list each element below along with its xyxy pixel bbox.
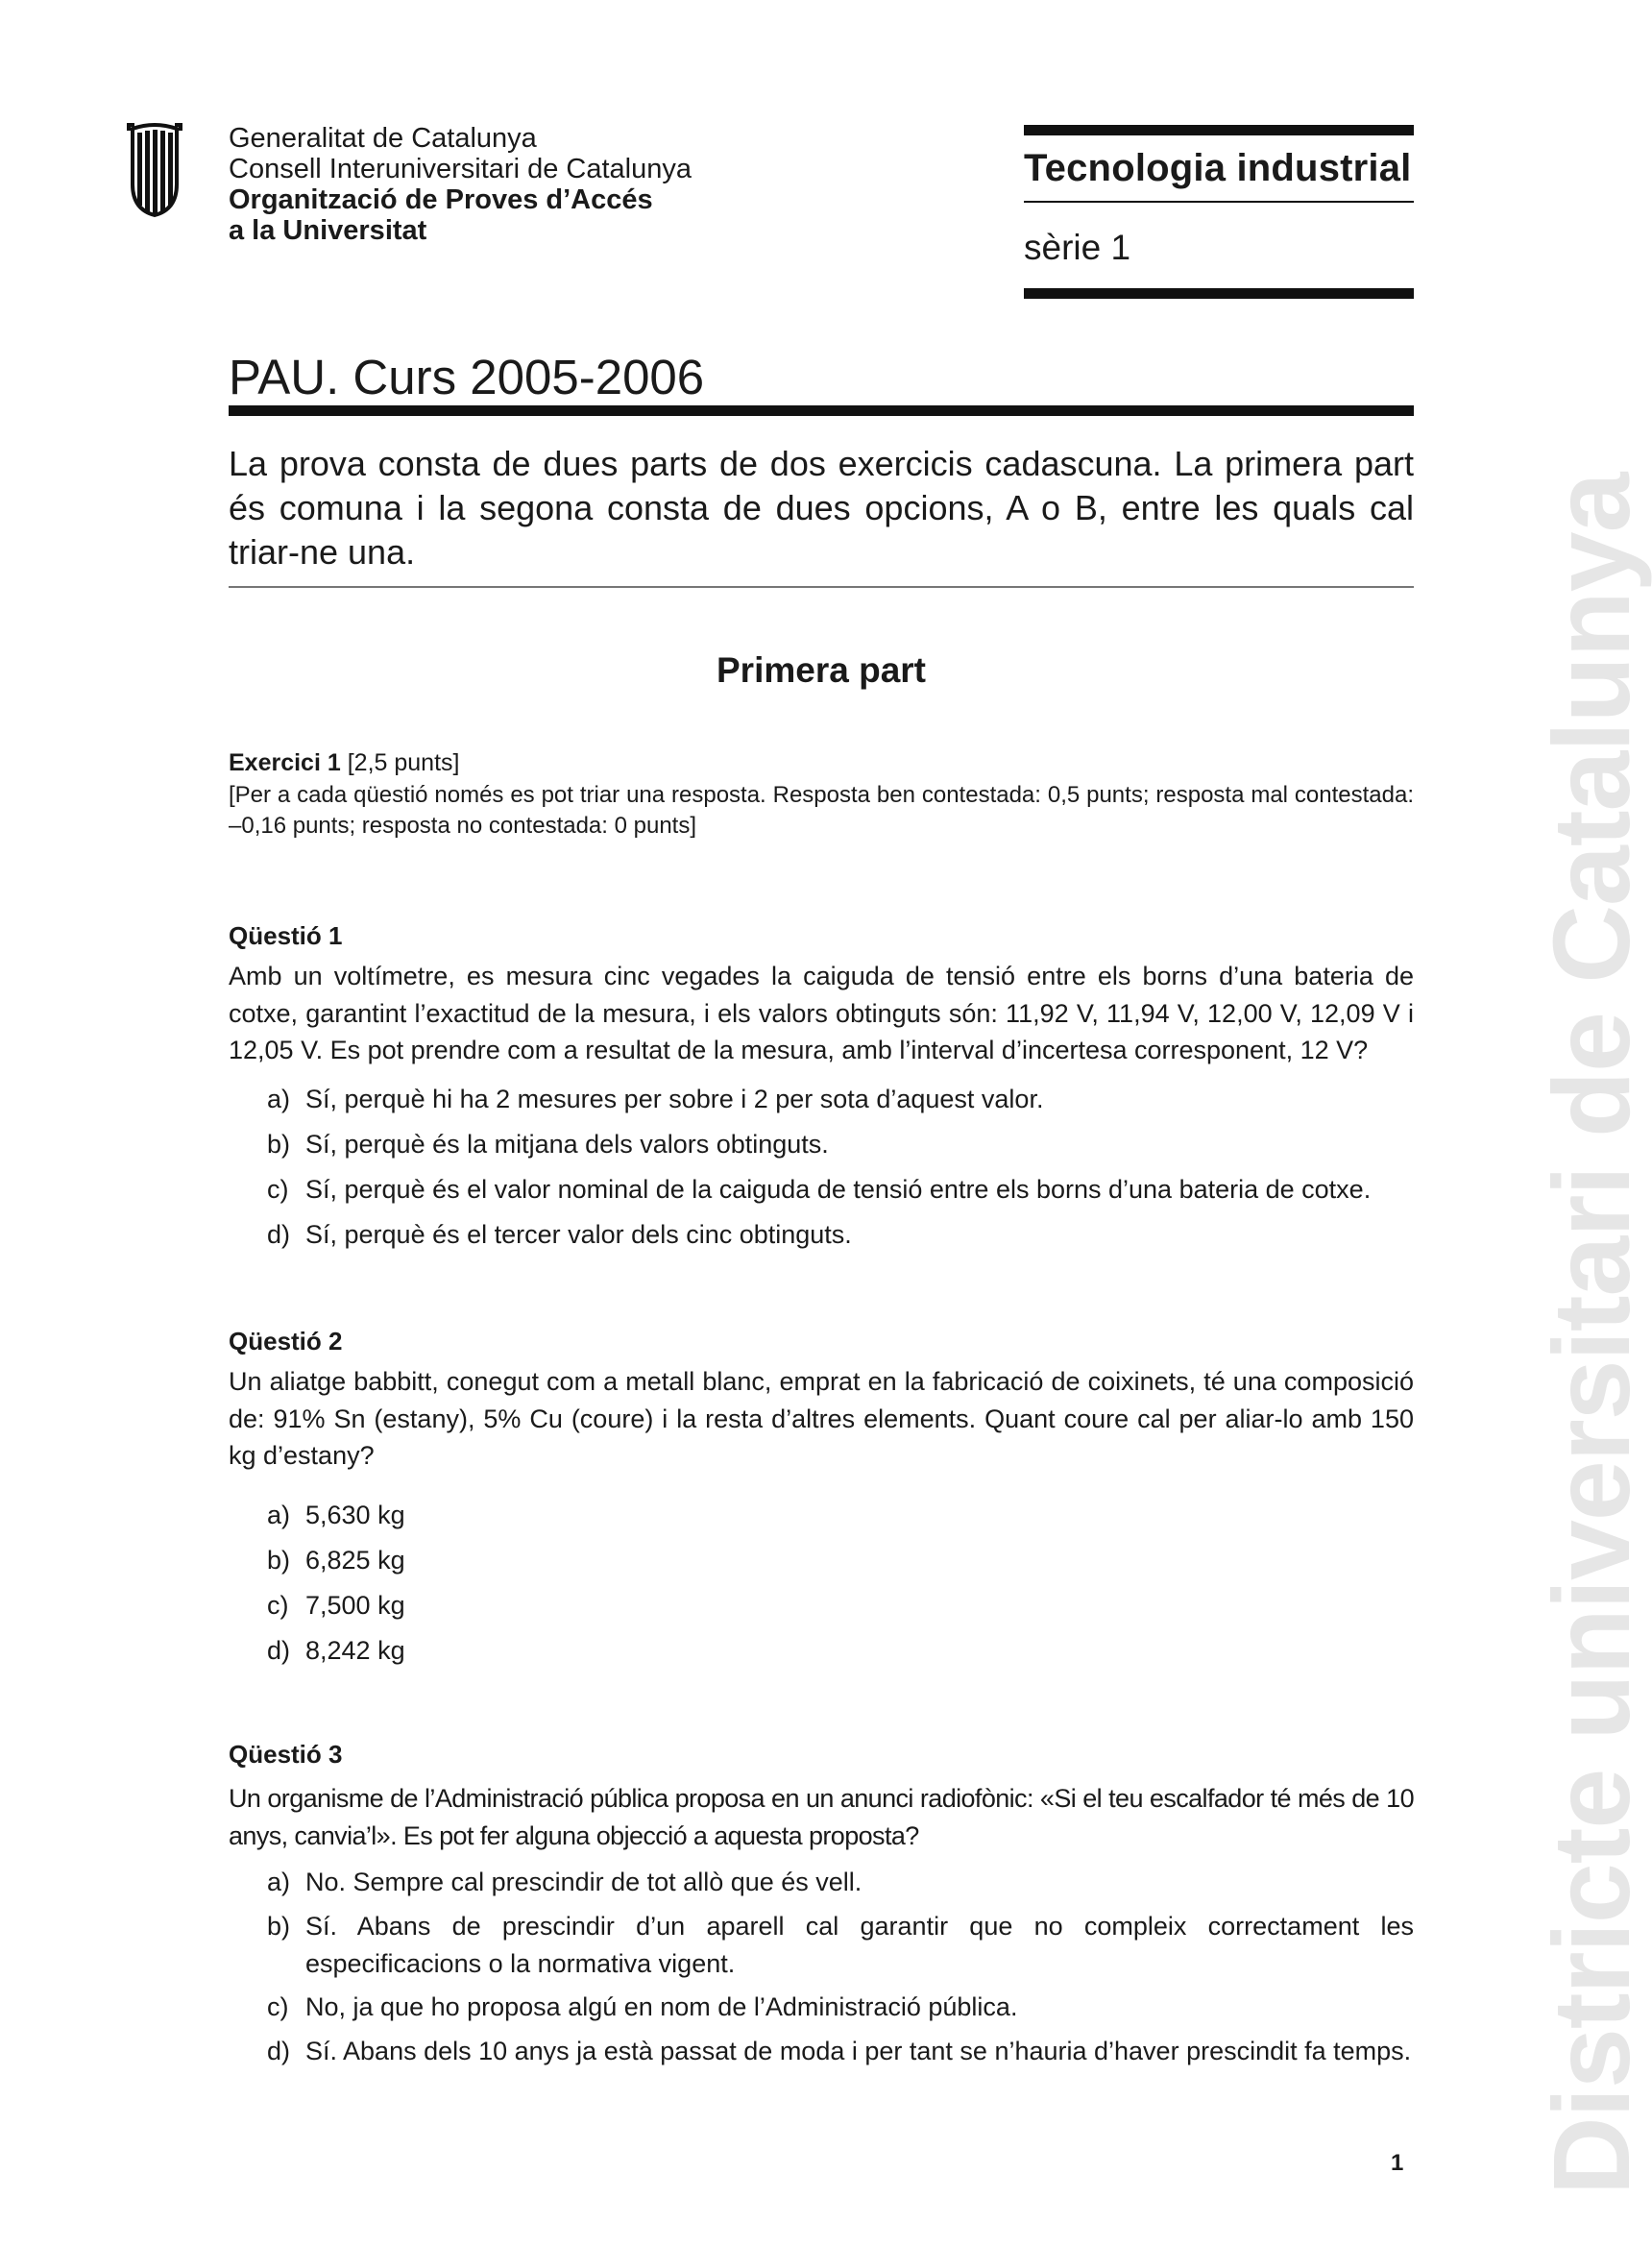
question-3-option-d: [229, 2033, 1414, 2070]
question-3-option-a: [229, 1864, 1414, 1901]
option-label: a): [267, 1501, 291, 1529]
title-rule: [229, 405, 1414, 416]
question-1-title: Qüestió 1: [229, 921, 343, 950]
institution-line-1: Generalitat de Catalunya: [229, 123, 537, 154]
option-text: Sí, perquè és la mitjana dels valors obtinguts.: [305, 1130, 829, 1159]
option-text: Sí, perquè hi ha 2 mesures per sobre i 2 per sota d’aquest valor.: [305, 1085, 1044, 1113]
option-label: d): [267, 1636, 291, 1665]
option-text: 8,242 kg: [305, 1636, 405, 1665]
question-2-option-b: [229, 1542, 1414, 1579]
option-text: 7,500 kg: [305, 1591, 405, 1620]
option-label: a): [267, 1868, 291, 1896]
question-2-title: Qüestió 2: [229, 1327, 343, 1356]
part-title: Primera part: [717, 650, 926, 690]
exercise-note: [Per a cada qüestió només es pot triar una resposta. Resposta ben contestada: 0,5 punts; resposta mal contestada: –0,16 punts; resposta no contestada: 0 punts]: [229, 782, 1414, 839]
option-label: b): [267, 1912, 291, 1941]
question-2-option-a: [229, 1497, 1414, 1534]
institution-line-2: Consell Interuniversitari de Catalunya: [229, 154, 692, 184]
question-3-stem: Un organisme de l’Administració pública proposa en un anunci radiofònic: «Si el teu escalfador té més de 10 anys, canvia’l». Es pot fer alguna objecció a aquesta proposta?: [229, 1784, 1414, 1850]
option-label: d): [267, 2037, 291, 2065]
subject-top-rule: [1024, 125, 1414, 135]
question-2-option-d: [229, 1632, 1414, 1670]
option-text: 6,825 kg: [305, 1546, 405, 1575]
question-3-option-c: [229, 1989, 1414, 2026]
subject-title: Tecnologia industrial: [1024, 147, 1412, 189]
question-1-option-b: [229, 1126, 1414, 1163]
question-2-stem: Un aliatge babbitt, conegut com a metall blanc, emprat en la fabricació de coixinets, té una composició de: 91% Sn (estany), 5% Cu (coure) i la resta d’altres elements. Quant coure cal per aliar-lo amb 150 kg d’estany?: [229, 1367, 1414, 1470]
page-title: PAU. Curs 2005-2006: [229, 350, 705, 404]
district-watermark: Districte universitari de Catalunya: [1531, 473, 1652, 2195]
exercise-name: Exercici 1: [229, 749, 341, 776]
institution-line-4: a la Universitat: [229, 215, 427, 246]
option-label: b): [267, 1546, 291, 1575]
subject-bottom-rule: [1024, 288, 1414, 299]
option-text: No. Sempre cal prescindir de tot allò que és vell.: [305, 1868, 862, 1896]
question-3-option-b: [229, 1908, 1414, 1982]
option-label: c): [267, 1992, 289, 2021]
option-text: Sí, perquè és el tercer valor dels cinc obtinguts.: [305, 1220, 852, 1249]
subject-series: sèrie 1: [1024, 228, 1131, 267]
subject-box: [1024, 125, 1414, 299]
question-1-stem: Amb un voltímetre, es mesura cinc vegades la caiguda de tensió entre els borns d’una bateria de cotxe, garantint l’exactitud de la mesura, i els valors obtinguts són: 11,92 V, 11,94 V, 12,00 V, 12,09 V i 12,05 V. Es pot prendre com a resultat de la mesura, amb l’interval d’incertesa corresponent, 12 V?: [229, 962, 1414, 1064]
page-number: 1: [1391, 2150, 1404, 2176]
option-text: Sí. Abans dels 10 anys ja està passat de moda i per tant se n’hauria d’haver prescindit fa temps.: [305, 2037, 1412, 2065]
subject-divider: [1024, 201, 1414, 203]
option-text: Sí. Abans de prescindir d’un aparell cal garantir que no compleix correctament les especificacions o la normativa vigent.: [305, 1912, 1414, 1978]
institution-block: [229, 123, 692, 246]
option-label: c): [267, 1175, 289, 1204]
option-text: Sí, perquè és el valor nominal de la caiguda de tensió entre els borns d’una bateria de cotxe.: [305, 1175, 1372, 1204]
question-2-option-c: [229, 1587, 1414, 1624]
catalan-coat-of-arms-icon: [125, 123, 184, 219]
exercise-points: [2,5 punts]: [347, 749, 460, 776]
intro-text: La prova consta de dues parts de dos exercicis cadascuna. La primera part és comuna i la segona consta de dues opcions, A o B, entre les quals cal triar-ne una.: [229, 444, 1414, 572]
intro-rule: [229, 586, 1414, 588]
option-label: b): [267, 1130, 291, 1159]
question-1-option-c: [229, 1171, 1414, 1209]
question-1-option-a: [229, 1081, 1414, 1118]
option-text: No, ja que ho proposa algú en nom de l’Administració pública.: [305, 1992, 1018, 2021]
option-label: d): [267, 1220, 291, 1249]
question-3-title: Qüestió 3: [229, 1740, 343, 1769]
institution-line-3: Organització de Proves d’Accés: [229, 184, 653, 215]
option-label: c): [267, 1591, 289, 1620]
option-text: 5,630 kg: [305, 1501, 405, 1529]
exercise-heading: [229, 747, 459, 778]
option-label: a): [267, 1085, 291, 1113]
question-1-option-d: [229, 1216, 1414, 1254]
